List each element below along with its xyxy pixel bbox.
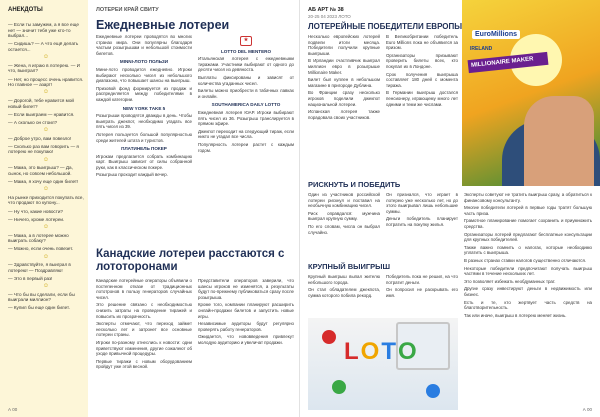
smile-icon: ☺	[42, 89, 50, 96]
article-column-2: ★ LOTTO DEL MENTERO Итальянская лотерея с ежедневными тиражами. Участники выбирают от одного до десяти чисел из девяноста. Выплаты фиксированы и зависят от количества угаданных чисел. Билеты можно приобрести в табачных лавках и онлайн. SOUTHAMERICA DAILY LOTTO Ежедневная лотерея ЮАР. Игроки выбирают пять чисел из 36. Розыгрыш транслируется в прямом эфире. Джекпот переходит на следующий тираж, если никто не угадал все числа. Популярность лотереи растет с каждым годом.	[198, 37, 294, 153]
subhead-2: NEW YORK TAKE 5	[122, 105, 166, 111]
subhead-5: SOUTHAMERICA DAILY LOTTO	[211, 102, 281, 108]
left-main-content	[96, 0, 294, 417]
canada-column-1: Канадские лотерейные операторы объявили о постепенном отказе от традиционных лототронов в пользу генераторов случайных чисел. Это решение связано с необходимостью снизить затраты на проведение тиражей и повысить их прозрачность. Эксперты отмечают, что переход займет несколько лет и затронет все основные лотереи страны. Игроки по-разному отнеслись к новости: одни приветствуют изменения, другие сожалеют об уходе привычной процедуры. Первые тиражи с новым оборудованием пройдут уже этой весной.	[96, 278, 192, 370]
canada-columns	[96, 278, 294, 372]
subhead-4: LOTTO DEL MENTERO	[220, 48, 272, 54]
loto-letter-o: O	[360, 338, 380, 365]
subhead-3: ПЛАТИНЕЛЬ ПОКЕР	[121, 146, 167, 152]
section-header: ЛОТЕРЕИ КРАЙ СВИТУ	[96, 7, 159, 13]
article-column-1: Ежедневные лотереи проводятся во многих странах мира. Они популярны благодаря частым розыгрышам и небольшой стоимости билетов. MINNI-ЛОТО ПОЛЬЗИ Мини-лото проводится ежедневно. Игроки выбирают несколько чисел из небольшого диапазона, что повышает шансы на выигрыш. Призовой фонд формируется из продаж и распределяется между победителями в каждой категории. NEW YORK TAKE 5 Розыгрыши проводятся дважды в день. Чтобы выиграть джекпот, необходимо угадать все пять чисел из 39. Лотерея пользуется большой популярностью среди жителей штата и туристов. ПЛАТИНЕЛЬ ПОКЕР Игрокам предлагается собрать комбинацию карт. Выигрыш зависит от силы собранной руки, как в классическом покере. Розыгрыш проходит каждый вечер.	[96, 34, 192, 178]
smile-icon: ☺	[42, 283, 50, 290]
loto-letter-t: T	[381, 338, 397, 365]
russia-column-2: Он признался, что играет в лотерею уже несколько лет, но до этого выигрывал лишь небольшие суммы. Деньги победитель планирует потратить на покупку жилья.	[386, 192, 458, 227]
russia-column-1: Один из участников российской лотереи рискнул и поставил на необычную комбинацию чисел. Риск оправдался: мужчина выиграл крупную сумму. По его словам, числа он выбрал случайно.	[308, 192, 380, 235]
lottery-ball-blue	[426, 384, 440, 398]
article-title-daily-lotteries: Ежедневные лотереи	[96, 18, 230, 32]
right-side-text: Эксперты советуют не тратить выигрыш сразу, а обратиться к финансовому консультанту. Многие победители лотерей в первые годы тратят большую часть приза. Грамотное планирование помогает сохранить и приумножить средства. Организаторы лотерей предлагают бесплатные консультации для крупных победителей. Также важно помнить о налогах, которые необходимо уплатить с выигрыша. В разных странах ставки налогов существенно отличаются. Некоторые победители предпочитают получать выигрыш частями в течение нескольких лет. Это позволяет избежать необдуманных трат. Другие сразу инвестируют деньги в недвижимость или бизнес. Есть и те, кто жертвует часть средств на благотворительность. Так или иначе, выигрыш в лотерею меняет жизнь.	[464, 192, 592, 318]
article-title-europe: ЛОТЕРЕЙНЫЕ ПОБЕДИТЕЛИ ЕВРОПЫ	[308, 22, 463, 31]
lotto-logo	[198, 36, 294, 46]
loto-photo	[308, 318, 458, 410]
subhead-1: MINNI-ЛОТО ПОЛЬЗИ	[119, 59, 169, 65]
page-number-left: А 00	[8, 407, 18, 412]
person-hand	[524, 96, 594, 186]
anecdotes-column	[0, 0, 88, 417]
lottery-ball-red	[322, 330, 336, 344]
europe-columns	[308, 34, 458, 122]
smile-icon: ☺	[42, 156, 50, 163]
euromillions-logo: EuroMillions	[472, 30, 520, 39]
smile-icon: ☺	[42, 127, 50, 134]
russia-columns	[308, 192, 458, 237]
loto-letter-o2: O	[398, 338, 417, 365]
article-title-russia: РИСКНУТЬ И ПОБЕДИТЬ	[308, 180, 401, 189]
lotto-badge-icon: ★	[240, 36, 252, 46]
article-title-canada: Канадские лотереи расстаются с лототоронами	[96, 248, 285, 273]
ireland-label: IRELAND	[470, 46, 493, 52]
anecdotes-text: — Если ты замужем, а я все еще нет — значит тебя уже кто-то выбрал... — Сидишь? — А что ещё делать остается... ☺ — Жена, я играю в лотерею. — И что, выиграл? — Нет, но процесс очень нравится. Но главное — азарт! ☺ — Дорогой, тебе нравится мой новый билет? — Если выиграем — нравится. — А сколько он стоил? ☺ — Доброе утро, вам повезло! — Сколько раз вам говорить — я лотерею не покупаю! ☺ — Мама, это выигрыш? — Да, сынок, но совсем небольшой. — Мама, я хочу еще один билет! ☺ На рынке приходится покупать все, что продают по купону... — Ну что, какие новости? — Ничего, кроме лотереи. ☺ — Мама, а в лотерее можно выиграть собаку? — Можно, если очень повезет. ☺ — Здравствуйте, я выиграл в лотерею! — Поздравляю! — Это в первый раз! ☺ — Что бы вы сделали, если бы выиграли миллион? — Купил бы еще один билет.	[8, 22, 84, 311]
euromillions-photo	[462, 0, 600, 186]
europe-column-1: Несколько европейских лотерей подвели итоги месяца. Победители получили крупные выигрыши. В Ирландии счастливчик выиграл миллион евро в розыгрыше Millionaire Maker. Билет был куплен в небольшом магазине в пригороде Дублина. Во Франции сразу несколько игроков поделили джекпот национальной лотереи. Испанская лотерея также порадовала своих участников.	[308, 34, 380, 120]
lottery-ball-green	[332, 380, 346, 394]
issue-label: АБ АРТ № 38	[308, 7, 344, 13]
page-number-right: А 00	[582, 407, 592, 412]
loto-letter-l: L	[344, 338, 359, 365]
millionaire-maker-logo: MILLIONAIRE MAKER	[468, 52, 549, 73]
smile-icon: ☺	[42, 186, 50, 193]
article-title-big-win: КРУПНЫЙ ВЫИГРЫШ	[308, 262, 391, 271]
daily-lotteries-columns	[96, 34, 294, 180]
smile-icon: ☺	[42, 54, 50, 61]
issue-sub: 20-25 04 2023 ЛОТО	[308, 14, 351, 19]
loto-logo	[344, 340, 419, 364]
big-win-columns	[308, 274, 458, 300]
anecdotes-header: АНЕКДОТЫ	[8, 7, 43, 13]
big-win-column-2: Победитель пока не решил, на что потратит деньги. Он попросил не раскрывать его имя.	[386, 274, 458, 298]
europe-column-2: В Великобритании победитель Euro Millions пока не объявился за призом. Организаторы призывают проверить билеты всех, кто покупал их в Лондоне. Срок получения выигрыша составляет 180 дней с момента тиража. В Германии выигрыш достался пенсионеру, играющему много лет одними и теми же числами.	[386, 34, 458, 107]
smile-icon: ☺	[42, 253, 50, 260]
smile-icon: ☺	[42, 223, 50, 230]
right-page	[300, 0, 600, 417]
big-win-column-1: Крупный выигрыш выпал жителю небольшого города. Он стал обладателем джекпота, сумма которого побила рекорд.	[308, 274, 380, 298]
canada-column-2: Представители операторов заверили, что шансы игроков не изменятся, а результаты будут по-прежнему публиковаться сразу после розыгрыша. Кроме того, компании планируют расширить онлайн-продажи билетов и запустить новые игры. Независимые аудиторы будут регулярно проверять работу генераторов. Ожидается, что нововведения привлекут молодую аудиторию и увеличат продажи.	[198, 278, 294, 345]
